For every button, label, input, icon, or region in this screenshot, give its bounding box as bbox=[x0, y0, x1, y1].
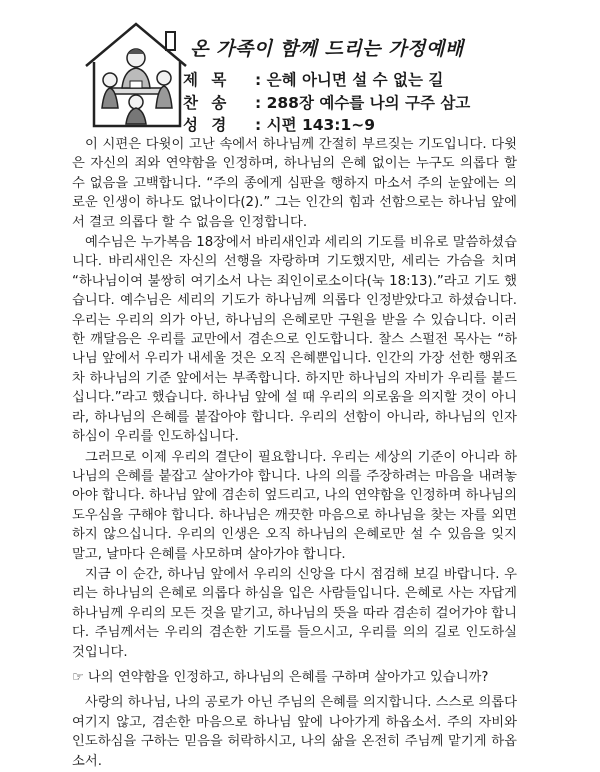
scripture-line: 성 경 : 시편 143:1~9 bbox=[183, 113, 375, 135]
paragraph: 그러므로 이제 우리의 결단이 필요합니다. 우리는 세상의 기준이 아니라 하나님의 은혜를 붙잡고 살아가야 합니다. 나의 의를 주장하려는 마음을 내려놓아야 합니다. 하나님 앞에 겸손히 엎드리고, 나의 연약함을 인정하며 하나님의 도우심을 구해야 합니다. 하나님은 깨끗한 마음으로 하나님을 찾는 자를 외면하지 않으십니다. 우리의 인생은 오직 하나님의 은혜로만 설 수 있음을 잊지 말고, 날마다 은혜를 사모하며 살아가야 합니다. bbox=[72, 449, 517, 562]
subject-value: 은혜 아니면 설 수 없는 길 bbox=[266, 71, 444, 89]
subject-label: 제 목 bbox=[183, 71, 231, 89]
pointing-hand-icon: ☞ bbox=[72, 669, 84, 685]
hymn-value: 288장 예수를 나의 구주 삼고 bbox=[266, 94, 471, 112]
paragraph: 이 시편은 다윗이 고난 속에서 하나님께 간절히 부르짖는 기도입니다. 다윗은 자신의 죄와 연약함을 인정하며, 하나님의 은혜 없이는 누구도 의롭다 할 수 없음을 고백합니다. “주의 종에게 심판을 행하지 마소서 주의 눈앞에는 의로운 인생이 하나도 없나이다(2).” 그는 인간의 힘과 선함으로는 하나님 앞에서 결코 의롭다 할 수 없음을 인정합니다. bbox=[72, 137, 517, 230]
paragraph: 지금 이 순간, 하나님 앞에서 우리의 신앙을 다시 점검해 보길 바랍니다. 우리는 하나님의 은혜로 의롭다 하심을 입은 사람들입니다. 은혜로 사는 자답게 하나님께 우리의 모든 것을 맡기고, 하나님의 뜻을 따라 겸손히 걸어가야 합니다. 주님께서는 우리의 겸손한 기도를 들으시고, 우리를 의의 길로 인도하실 것입니다. bbox=[72, 566, 517, 660]
header bbox=[0, 0, 600, 134]
scripture-value: 시편 143:1~9 bbox=[266, 116, 376, 134]
closing-prayer: 사랑의 하나님, 나의 공로가 아닌 주님의 은혜를 의지합니다. 스스로 의롭다 여기지 않고, 겸손한 마음으로 하나님 앞에 나아가게 하옵소서. 주의 자비와 인도하심을 구하는 믿음을 허락하시고, 나의 삶을 온전히 주님께 맡기게 하옵소서. bbox=[72, 695, 517, 769]
scripture-label: 성 경 bbox=[183, 116, 231, 134]
reflection-question bbox=[72, 668, 517, 687]
family-worship-illustration bbox=[80, 18, 192, 130]
paragraph: 예수님은 누가복음 18장에서 바리새인과 세리의 기도를 비유로 말씀하셨습니다. 바리새인은 자신의 선행을 자랑하며 기도했지만, 세리는 가슴을 치며 “하나님이여 불쌍히 여기소서 나는 죄인이로소이다(눅 18:13).”라고 기도 했습니다. 예수님은 세리의 기도가 하나님께 의롭다 인정받았다고 하셨습니다. 우리는 우리의 의가 아닌, 하나님의 은혜로만 구원을 받을 수 있습니다. 이러한 깨달음은 우리를 교만에서 겸손으로 인도합니다. 찰스 스펄전 목사는 “하나님 앞에서 우리가 내세울 것은 오직 은혜뿐입니다. 인간의 가장 선한 행위조차 하나님의 기준 앞에서는 부족합니다. 하지만 하나님의 자비가 우리를 붙드십니다.”라고 했습니다. 하나님 앞에 설 때 우리의 의로움을 의지할 것이 아니라, 하나님의 은혜를 붙잡아야 합니다. 우리의 선함이 아니라, 하나님의 인자하심이 우리를 인도하십니다. bbox=[72, 235, 517, 445]
hymn-line: 찬 송 : 288장 예수를 나의 구주 삼고 bbox=[183, 91, 470, 113]
subject-line: 제 목 : 은혜 아니면 설 수 없는 길 bbox=[183, 68, 443, 90]
question-text: 나의 연약함을 인정하고, 하나님의 은혜를 구하며 살아가고 있습니까? bbox=[87, 669, 489, 685]
hymn-label: 찬 송 bbox=[183, 94, 231, 112]
sermon-body bbox=[72, 135, 517, 772]
page-title: 온 가족이 함께 드리는 가정예배 bbox=[190, 38, 464, 60]
